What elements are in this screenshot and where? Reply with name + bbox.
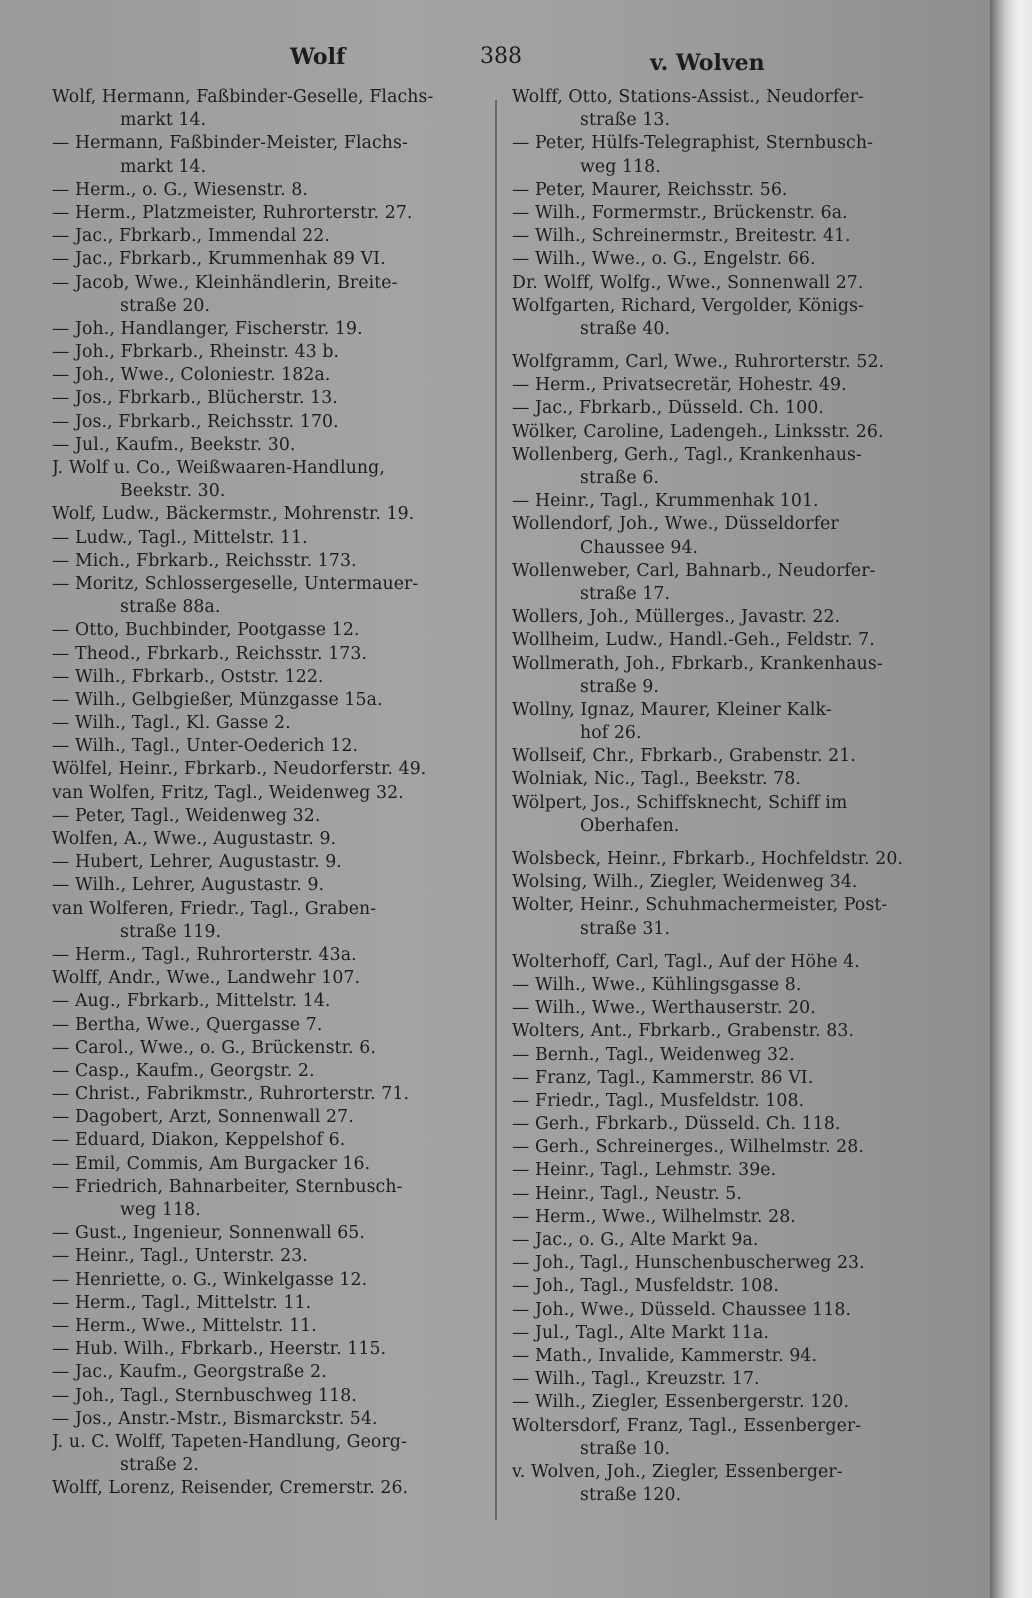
directory-entry-line: — Eduard, Diakon, Keppelshof 6. — [52, 1130, 346, 1151]
directory-entry-line: — Christ., Fabrikmstr., Ruhrorterstr. 71. — [52, 1084, 410, 1105]
entry-continuation-line: straße 6. — [580, 468, 660, 488]
directory-entry-line: — Henriette, o. G., Winkelgasse 12. — [52, 1269, 368, 1290]
directory-entry-line: — Jul., Kaufm., Beekstr. 30. — [52, 434, 296, 455]
directory-entry-line: — Herm., Wwe., Wilhelmstr. 28. — [512, 1206, 796, 1227]
directory-entry-line: — Joh., Wwe., Düsseld. Chaussee 118. — [512, 1299, 852, 1320]
directory-entry-line: — Wilh., Schreinermstr., Breitestr. 41. — [512, 226, 851, 247]
entry-continuation-line: markt 14. — [120, 156, 207, 177]
directory-entry-line: Wolf, Hermann, Faßbinder-Geselle, Flachs- — [52, 87, 434, 107]
directory-entry-line: — Hubert, Lehrer, Augustastr. 9. — [52, 852, 342, 873]
directory-entry-line: Wolsbeck, Heinr., Fbrkarb., Hochfeldstr. 20. — [512, 849, 904, 869]
directory-entry-line: — Ludw., Tagl., Mittelstr. 11. — [52, 527, 308, 548]
directory-entry-line: Wölker, Caroline, Ladengeh., Linksstr. 26. — [512, 421, 884, 442]
entry-continuation-line: weg 118. — [580, 156, 661, 177]
directory-entry-line: — Bernh., Tagl., Weidenweg 32. — [512, 1044, 795, 1065]
directory-entry-line: Woltersdorf, Franz, Tagl., Essenberger- — [512, 1415, 862, 1436]
directory-entry-line: v. Wolven, Joh., Ziegler, Essenberger- — [512, 1461, 843, 1482]
directory-entry-line: — Aug., Fbrkarb., Mittelstr. 14. — [52, 991, 331, 1012]
directory-entry-line: — Theod., Fbrkarb., Reichsstr. 173. — [52, 643, 368, 664]
entry-continuation-line: weg 118. — [120, 1200, 201, 1220]
directory-entry-line: Wolniak, Nic., Tagl., Beekstr. 78. — [512, 769, 801, 790]
directory-entry-line: — Herm., Privatsecretär, Hohestr. 49. — [512, 375, 847, 396]
directory-entry-line: Wollheim, Ludw., Handl.-Geh., Feldstr. 7. — [512, 630, 875, 651]
directory-entry-line: — Wilh., Formermstr., Brückenstr. 6a. — [512, 202, 848, 223]
entry-continuation-line: straße 17. — [580, 583, 671, 604]
entry-continuation-line: straße 2. — [120, 1455, 200, 1476]
directory-entry-line: — Emil, Commis, Am Burgacker 16. — [52, 1153, 371, 1174]
left-column — [52, 86, 482, 1500]
directory-entry-line: — Joh., Wwe., Coloniestr. 182a. — [52, 365, 331, 386]
directory-entry-line: — Jac., Kaufm., Georgstraße 2. — [52, 1362, 327, 1383]
directory-entry-line: — Wilh., Fbrkarb., Oststr. 122. — [52, 666, 324, 687]
directory-entry-line: — Casp., Kaufm., Georgstr. 2. — [52, 1060, 315, 1081]
directory-entry-line: Wolsing, Wilh., Ziegler, Weidenweg 34. — [512, 872, 858, 893]
directory-entry-line: — Wilh., Wwe., Werthauserstr. 20. — [512, 998, 816, 1019]
directory-entry-line: — Herm., Tagl., Mittelstr. 11. — [52, 1292, 312, 1313]
directory-entry-line: — Herm., Tagl., Ruhrorterstr. 43a. — [52, 944, 357, 965]
directory-entry-line: Wollenberg, Gerh., Tagl., Krankenhaus- — [512, 444, 862, 465]
directory-entry-line: Wolfen, A., Wwe., Augustastr. 9. — [52, 829, 337, 849]
entry-continuation-line: markt 14. — [120, 110, 207, 131]
directory-entry-line: — Jac., Fbrkarb., Düsseld. Ch. 100. — [512, 398, 824, 419]
directory-entry-line: Wollers, Joh., Müllerges., Javastr. 22. — [512, 607, 841, 628]
directory-entry-line: — Joh., Tagl., Musfeldstr. 108. — [512, 1276, 779, 1297]
directory-entry-line: Wollseif, Chr., Fbrkarb., Grabenstr. 21. — [512, 746, 856, 767]
directory-entry-line: van Wolfen, Fritz, Tagl., Weidenweg 32. — [52, 782, 404, 803]
directory-entry-line: — Heinr., Tagl., Neustr. 5. — [512, 1183, 742, 1204]
directory-entry-line: — Bertha, Wwe., Quergasse 7. — [52, 1014, 323, 1035]
directory-entry-line: — Peter, Tagl., Weidenweg 32. — [52, 805, 321, 826]
directory-entry-line: Wolff, Andr., Wwe., Landwehr 107. — [52, 968, 361, 989]
entry-continuation-line: hof 26. — [580, 723, 642, 744]
directory-entry-line: Wollendorf, Joh., Wwe., Düsseldorfer — [512, 514, 839, 535]
directory-entry-line: Wölpert, Jos., Schiffsknecht, Schiff im — [512, 792, 848, 813]
entry-continuation-line: straße 31. — [580, 918, 671, 939]
directory-entry-line: — Dagobert, Arzt, Sonnenwall 27. — [52, 1107, 354, 1128]
directory-entry-line: — Jac., o. G., Alte Markt 9a. — [512, 1230, 759, 1250]
entry-continuation-line: Oberhafen. — [580, 815, 680, 836]
directory-entry-line: Wolter, Heinr., Schuhmachermeister, Post- — [512, 895, 888, 916]
entry-continuation-line: Chaussee 94. — [580, 537, 699, 558]
header-right-keyword: v. Wolven — [650, 50, 765, 76]
directory-entry-line: — Heinr., Tagl., Unterstr. 23. — [52, 1246, 308, 1267]
directory-entry-line: — Carol., Wwe., o. G., Brückenstr. 6. — [52, 1037, 376, 1058]
directory-entry-line: — Jac., Fbrkarb., Immendal 22. — [52, 226, 330, 247]
directory-entry-line: — Otto, Buchbinder, Pootgasse 12. — [52, 620, 360, 641]
directory-entry-line: — Jul., Tagl., Alte Markt 11a. — [512, 1322, 770, 1343]
directory-entry-line: J. Wolf u. Co., Weißwaaren-Handlung, — [52, 458, 385, 478]
directory-entry-line: — Wilh., Ziegler, Essenbergerstr. 120. — [512, 1392, 850, 1413]
directory-entry-line: Wolff, Otto, Stations-Assist., Neudorfer- — [512, 87, 864, 107]
directory-entry-line: — Joh., Tagl., Hunschenbuscherweg 23. — [512, 1253, 865, 1274]
directory-entry-line: — Moritz, Schlossergeselle, Untermauer- — [52, 573, 419, 594]
directory-entry-line: — Joh., Fbrkarb., Rheinstr. 43 b. — [52, 342, 340, 363]
directory-entry-line: — Peter, Hülfs-Telegraphist, Sternbusch- — [512, 133, 874, 154]
page-edge — [990, 0, 1032, 1598]
directory-entry-line: Wölfel, Heinr., Fbrkarb., Neudorferstr. 49. — [52, 759, 427, 780]
directory-entry-line: — Hub. Wilh., Fbrkarb., Heerstr. 115. — [52, 1339, 387, 1360]
directory-entry-line: — Wilh., Wwe., o. G., Engelstr. 66. — [512, 249, 816, 270]
directory-entry-line: — Jac., Fbrkarb., Krummenhak 89 VI. — [52, 249, 386, 270]
directory-entry-line: — Heinr., Tagl., Lehmstr. 39e. — [512, 1160, 777, 1181]
directory-entry-line: — Franz, Tagl., Kammerstr. 86 VI. — [512, 1067, 814, 1088]
entry-continuation-line: straße 40. — [580, 318, 671, 339]
directory-entry-line: — Jacob, Wwe., Kleinhändlerin, Breite- — [52, 272, 398, 293]
directory-entry-line: van Wolferen, Friedr., Tagl., Graben- — [52, 898, 377, 919]
directory-entry-line: — Jos., Fbrkarb., Blücherstr. 13. — [52, 388, 338, 409]
page-number: 388 — [480, 44, 522, 69]
directory-entry-line: — Gerh., Schreinerges., Wilhelmstr. 28. — [512, 1137, 864, 1158]
entry-continuation-line: straße 20. — [120, 295, 211, 316]
entry-continuation-line: Beekstr. 30. — [120, 481, 226, 502]
directory-entry-line: — Wilh., Tagl., Unter-Oederich 12. — [52, 736, 359, 757]
directory-entry-line: — Jos., Fbrkarb., Reichsstr. 170. — [52, 411, 339, 432]
directory-entry-line: — Friedr., Tagl., Musfeldstr. 108. — [512, 1090, 805, 1111]
directory-entry-line: — Wilh., Tagl., Kl. Gasse 2. — [52, 713, 291, 734]
entry-continuation-line: straße 9. — [580, 676, 660, 697]
directory-entry-line: — Mich., Fbrkarb., Reichsstr. 173. — [52, 550, 357, 571]
directory-entry-line: — Joh., Tagl., Sternbuschweg 118. — [52, 1385, 357, 1406]
page-header — [50, 38, 950, 78]
directory-entry-line: Wolterhoff, Carl, Tagl., Auf der Höhe 4. — [512, 951, 860, 972]
directory-entry-line: — Herm., o. G., Wiesenstr. 8. — [52, 179, 308, 200]
directory-entry-line: — Gerh., Fbrkarb., Düsseld. Ch. 118. — [512, 1114, 841, 1135]
directory-entry-line: — Jos., Anstr.-Mstr., Bismarckstr. 54. — [52, 1408, 378, 1429]
directory-entry-line: Wolters, Ant., Fbrkarb., Grabenstr. 83. — [512, 1021, 855, 1042]
entry-continuation-line: straße 13. — [580, 110, 671, 131]
directory-entry-line: — Wilh., Tagl., Kreuzstr. 17. — [512, 1369, 760, 1390]
directory-entry-line: Wollenweber, Carl, Bahnarb., Neudorfer- — [512, 560, 876, 581]
directory-entry-line: Dr. Wolff, Wolfg., Wwe., Sonnenwall 27. — [512, 272, 864, 293]
directory-entry-line: Wolff, Lorenz, Reisender, Cremerstr. 26. — [52, 1478, 409, 1499]
directory-entry-line: Wolfgramm, Carl, Wwe., Ruhrorterstr. 52. — [512, 352, 885, 373]
directory-entry-line: — Joh., Handlanger, Fischerstr. 19. — [52, 318, 363, 339]
directory-entry-line: Wolfgarten, Richard, Vergolder, Königs- — [512, 295, 864, 316]
right-column — [512, 86, 948, 1507]
directory-entry-line: J. u. C. Wolff, Tapeten-Handlung, Georg- — [52, 1431, 407, 1452]
directory-entry-line: — Herm., Wwe., Mittelstr. 11. — [52, 1315, 317, 1336]
entry-continuation-line: straße 10. — [580, 1438, 671, 1459]
directory-entry-line: — Wilh., Gelbgießer, Münzgasse 15a. — [52, 689, 383, 710]
directory-entry-line: Wollny, Ignaz, Maurer, Kleiner Kalk- — [512, 699, 832, 720]
directory-entry-line: — Gust., Ingenieur, Sonnenwall 65. — [52, 1223, 365, 1244]
directory-entry-line: — Wilh., Wwe., Kühlingsgasse 8. — [512, 974, 802, 995]
entry-continuation-line: straße 120. — [580, 1485, 682, 1506]
directory-entry-line: — Friedrich, Bahnarbeiter, Sternbusch- — [52, 1176, 403, 1197]
directory-entry-line: — Peter, Maurer, Reichsstr. 56. — [512, 179, 788, 200]
column-divider — [495, 100, 497, 1520]
entry-continuation-line: straße 119. — [120, 921, 222, 942]
directory-entry-line: — Math., Invalide, Kammerstr. 94. — [512, 1345, 818, 1366]
entry-continuation-line: straße 88a. — [120, 597, 221, 618]
directory-entry-line: — Hermann, Faßbinder-Meister, Flachs- — [52, 133, 408, 154]
directory-entry-line: — Wilh., Lehrer, Augustastr. 9. — [52, 875, 325, 896]
header-left-keyword: Wolf — [290, 44, 346, 70]
directory-entry-line: Wollmerath, Joh., Fbrkarb., Krankenhaus- — [512, 653, 883, 674]
directory-entry-line: — Herm., Platzmeister, Ruhrorterstr. 27. — [52, 202, 413, 223]
directory-entry-line: Wolf, Ludw., Bäckermstr., Mohrenstr. 19. — [52, 504, 415, 525]
directory-entry-line: — Heinr., Tagl., Krummenhak 101. — [512, 491, 819, 512]
